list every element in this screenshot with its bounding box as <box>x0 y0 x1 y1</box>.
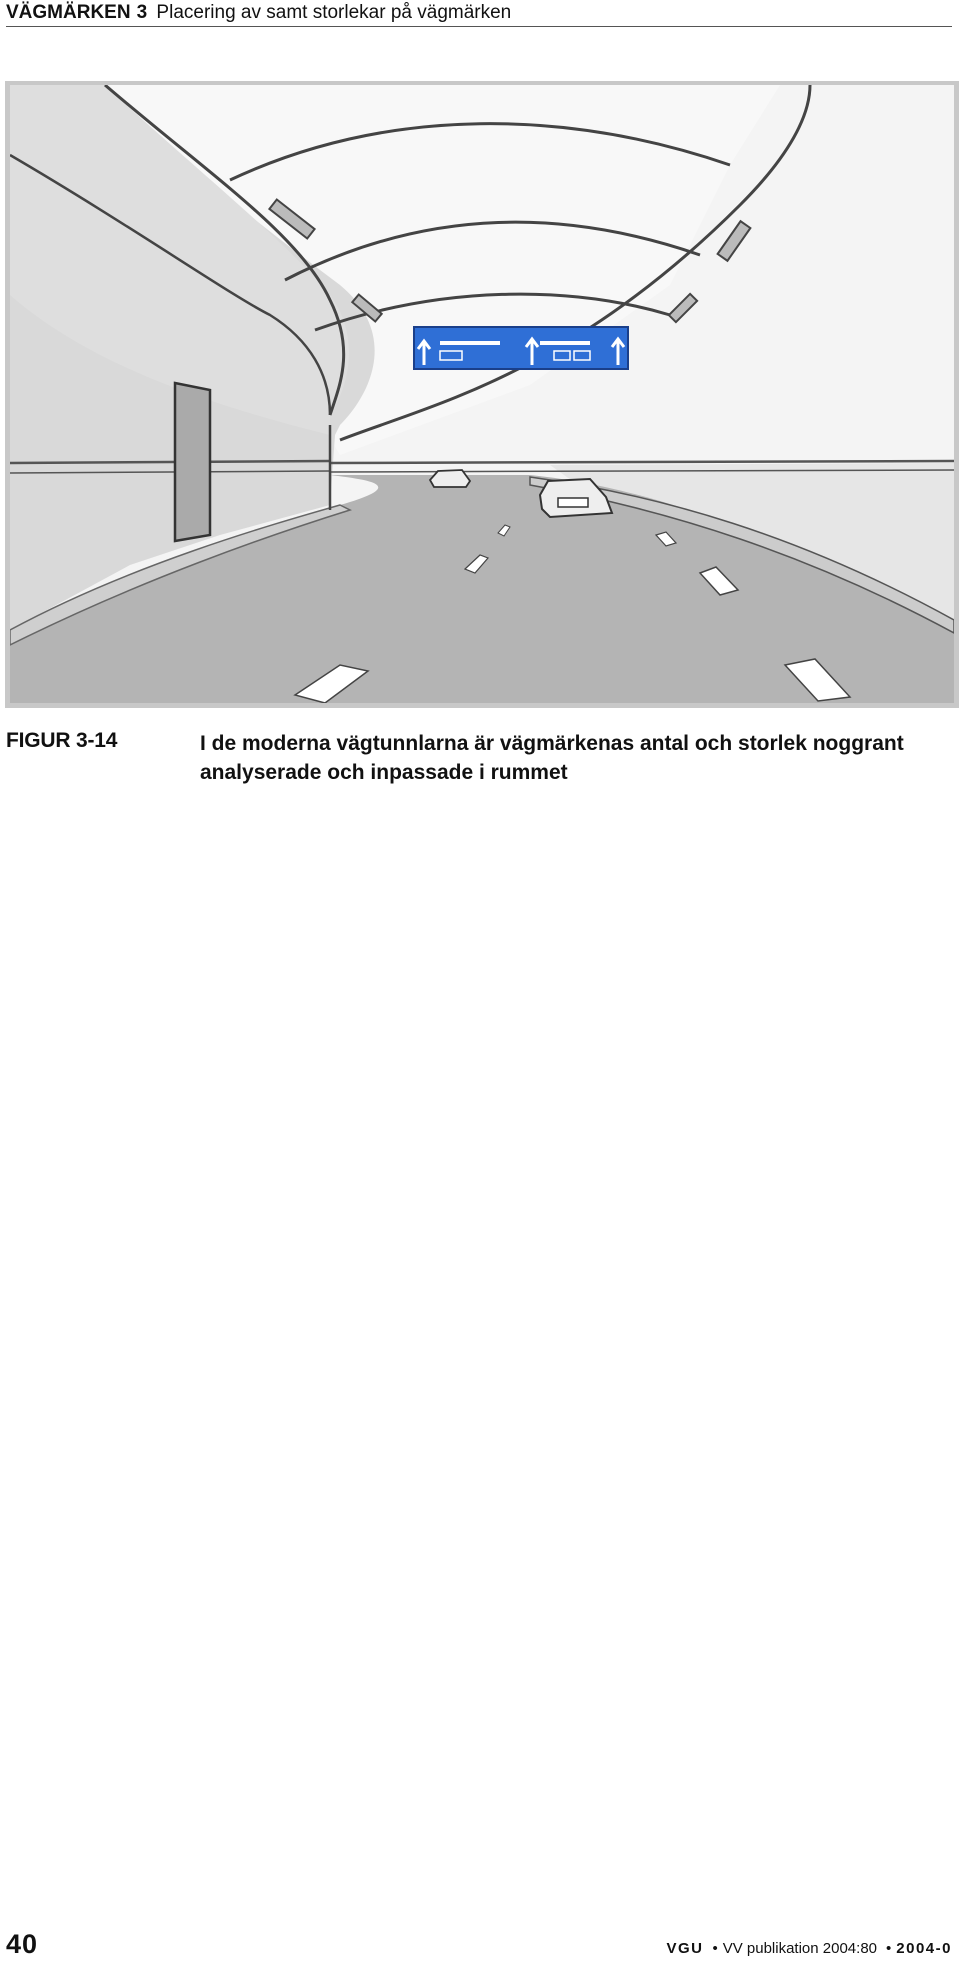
tunnel-illustration <box>5 81 959 708</box>
footer-publication-info: VGU • VV publikation 2004:80 • 2004-0 <box>666 1940 952 1957</box>
chapter-number: 3 <box>136 2 148 23</box>
car-far <box>430 470 470 487</box>
figure-label: FIGUR 3-14 <box>6 729 118 752</box>
footer-date: 2004-0 <box>896 1940 952 1957</box>
chapter-name: VÄGMÄRKEN <box>6 2 131 23</box>
figure-caption: I de moderna vägtunnlarna är vägmärkenas antal och storlek noggrant analyserade och inpassade i rummet <box>200 732 904 784</box>
page-number: 40 <box>6 1929 39 1959</box>
overhead-direction-sign <box>414 327 628 369</box>
tunnel-drawing <box>10 85 954 703</box>
chapter-title: Placering av samt storlekar på vägmärken <box>156 2 512 23</box>
running-header <box>6 2 952 27</box>
wall-door <box>175 383 210 541</box>
footer-series: VGU <box>666 1940 704 1957</box>
footer-publication: VV publikation 2004:80 <box>722 1940 878 1957</box>
